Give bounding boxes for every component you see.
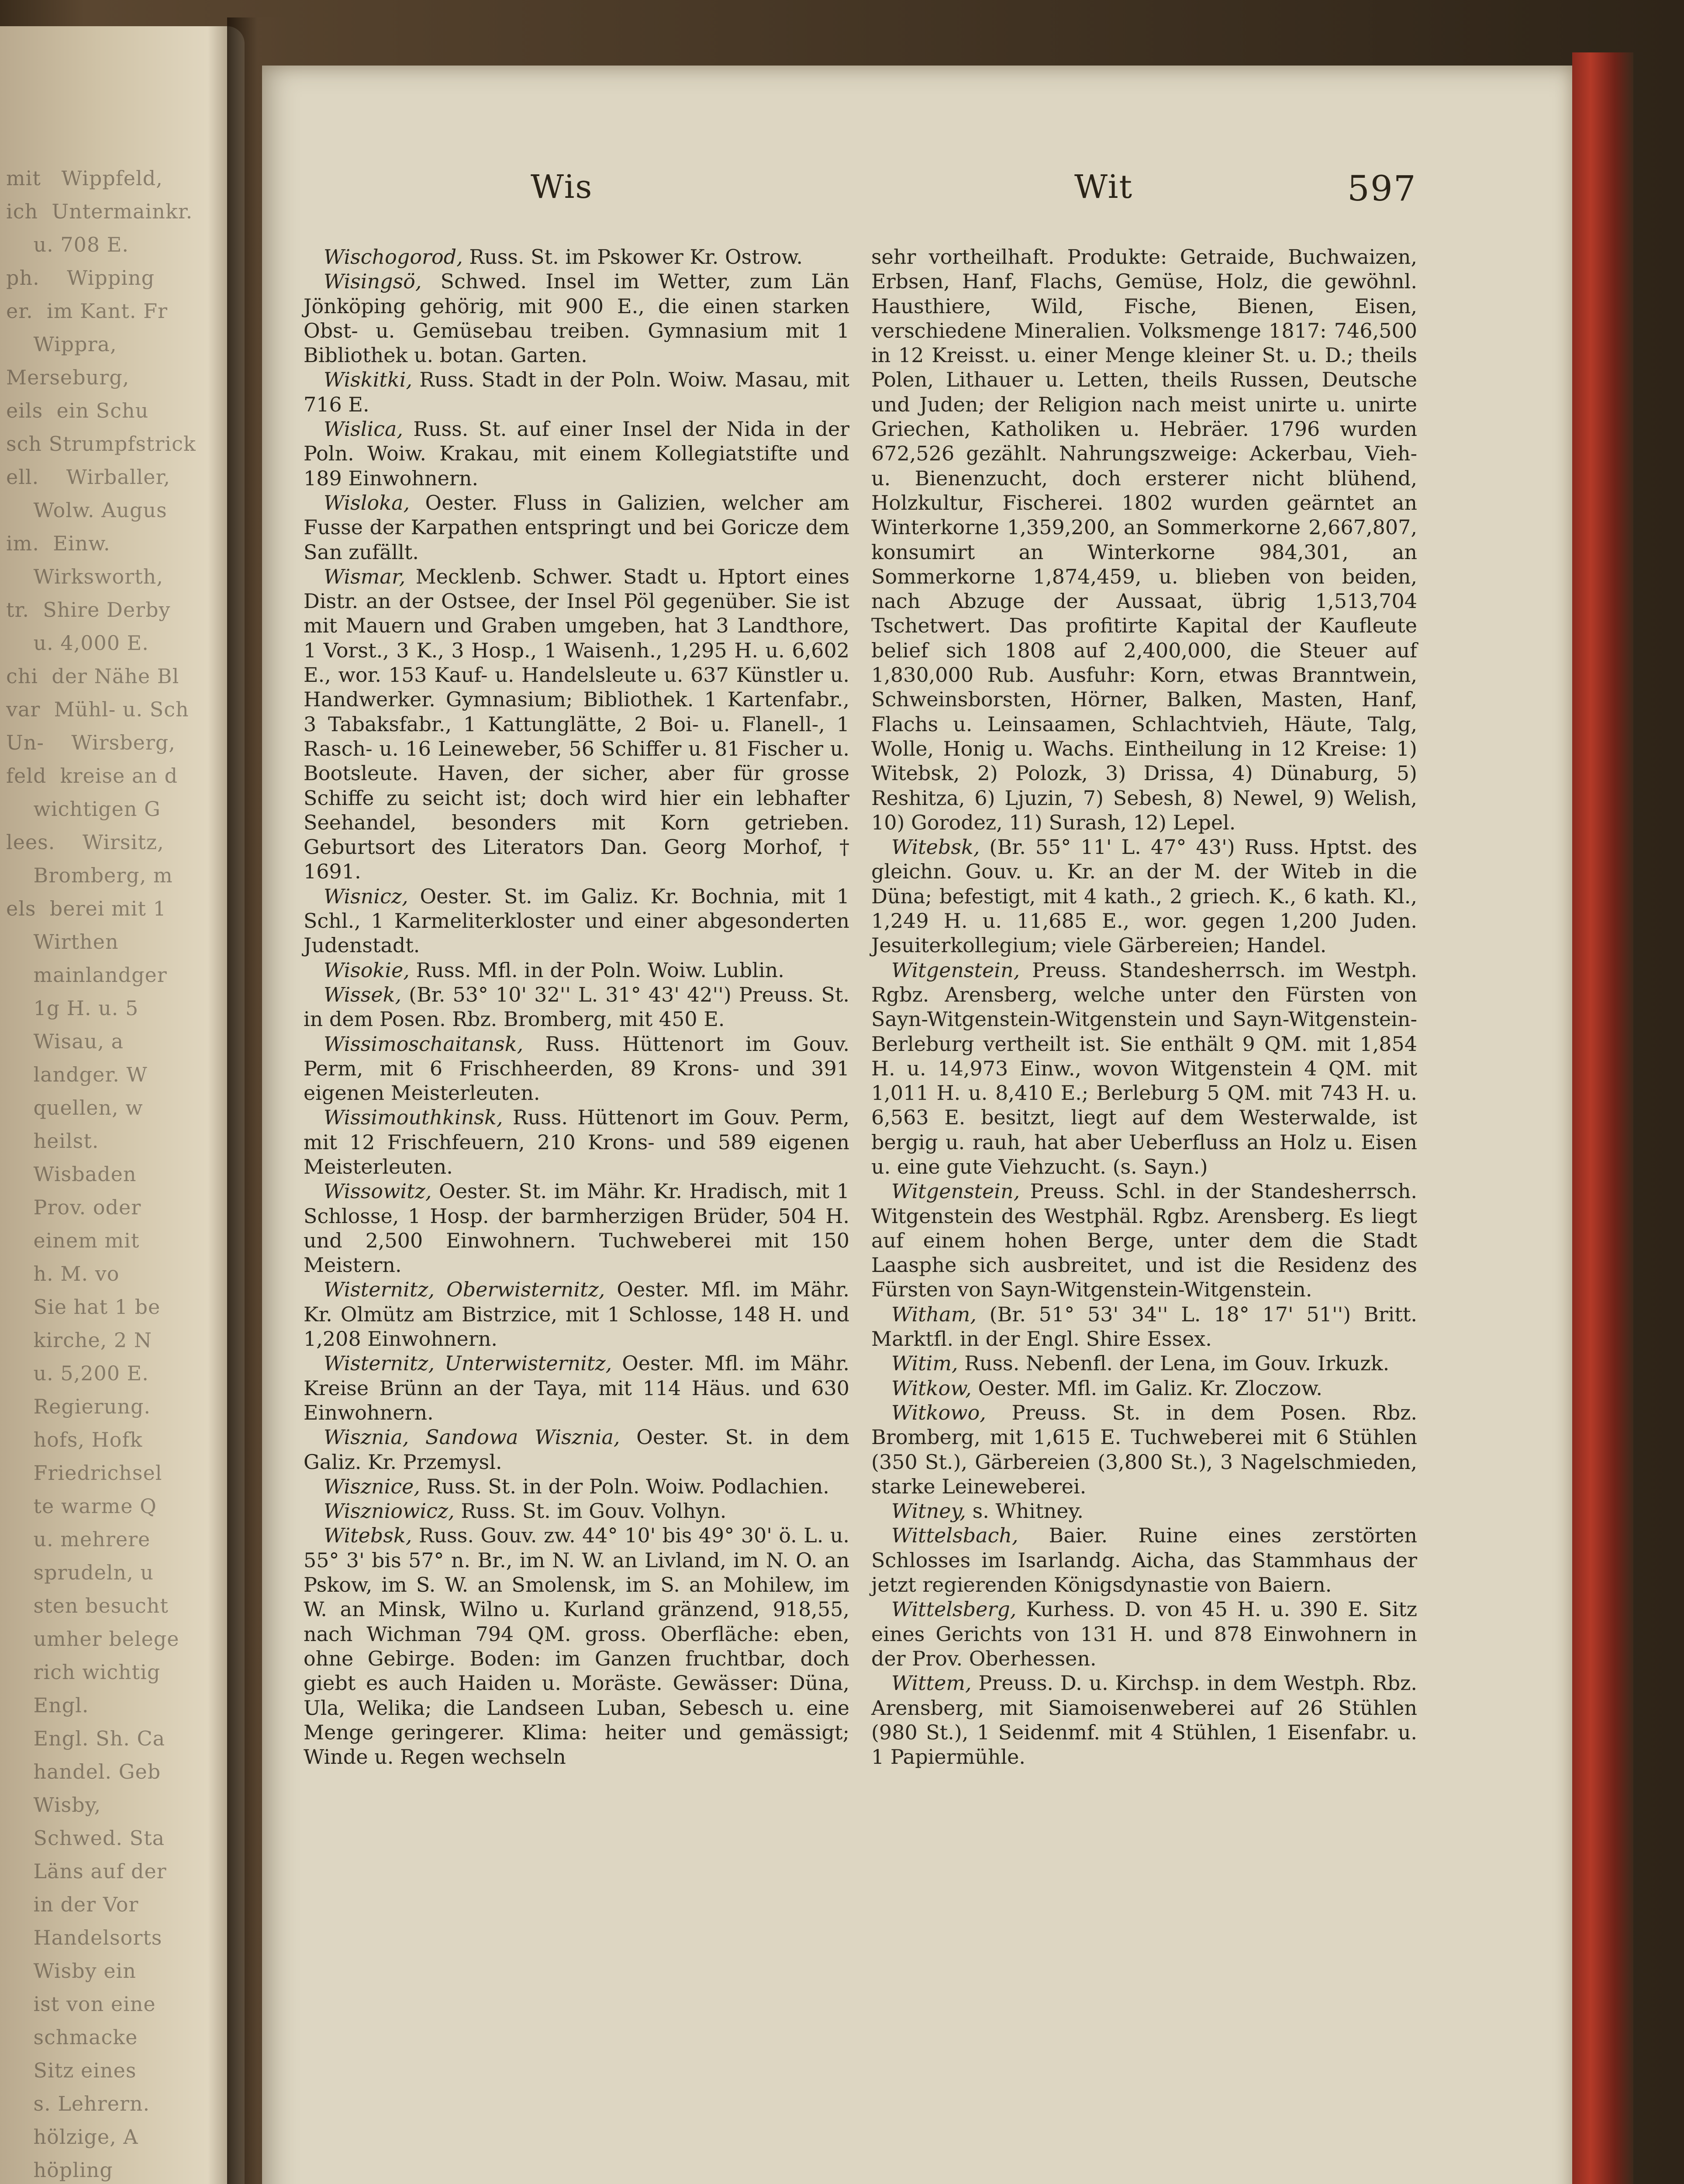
left-page-fragment: sprudeln, u — [6, 1561, 154, 1584]
dictionary-entry — [871, 835, 1417, 957]
left-page-fragment: ell. Wirballer, — [6, 465, 171, 489]
left-page-fragment: Sitz eines — [6, 2059, 137, 2082]
left-column — [304, 245, 849, 1769]
left-page-edge — [0, 26, 245, 2184]
entry-headword: Wisokie, — [304, 958, 410, 982]
dictionary-entry — [871, 1302, 1417, 1351]
entry-headword: Wissimouthkinsk, — [304, 1106, 503, 1130]
dictionary-entry — [871, 1597, 1417, 1671]
left-page-fragment: Regierung. — [6, 1395, 151, 1418]
left-page-fragment: ist von eine — [6, 1992, 156, 2016]
dictionary-entry — [304, 564, 849, 884]
dictionary-entry — [304, 982, 849, 1032]
left-page-fragment: u. 4,000 E. — [6, 631, 149, 655]
entry-text: Russ. Gouv. zw. 44° 10' bis 49° 30' ö. L. u. 55° 3' bis 57° n. Br., im N. W. an Livland, im N. O. an Pskow, im S. W. an Smolensk, im S. an Mohilew, im W. an Minsk, Wilno u. Kurland gränzend, 918,55, nach Wichman 794 QM. gross. Oberfläche: eben, ohne Gebirge. Boden: im Ganzen fruchtbar, doch giebt es auch Haiden u. Moräste. Gewässer: Düna, Ula, Welika; die Landseen Luban, Sebesch u. eine Menge geringerer. Klima: heiter und gemässigt; Winde u. Regen wechseln — [304, 1524, 849, 1769]
left-page-fragment: höpling — [6, 2158, 113, 2182]
running-head-left: Wis — [531, 168, 593, 206]
entry-headword: Wittelsberg, — [871, 1597, 1017, 1621]
left-page-fragment: landger. W — [6, 1063, 148, 1086]
entry-text: Russ. Stadt in der Poln. Woiw. Masau, mit 716 E. — [304, 368, 849, 416]
entry-text: Schwed. Insel im Wetter, zum Län Jönköping gehörig, mit 900 E., die einen starken Obst- u. Gemüsebau treiben. Gymnasium mit 1 Bibliothek u. botan. Garten. — [304, 270, 849, 367]
dictionary-entry — [304, 1499, 849, 1523]
left-page-fragment: Bromberg, m — [6, 864, 173, 887]
entry-headword: Witham, — [871, 1302, 977, 1326]
left-page-fragment: Prov. oder — [6, 1196, 141, 1219]
running-head-right: Wit — [1074, 168, 1133, 206]
entry-text: Russ. St. in der Poln. Woiw. Podlachien. — [420, 1474, 829, 1498]
left-page-fragment: mainlandger — [6, 963, 167, 987]
left-page-fragment: sch Strumpfstrick — [6, 432, 196, 456]
book-cover-edge — [1572, 52, 1633, 2184]
dictionary-entry — [304, 1351, 849, 1425]
left-page-fragment: Wisau, a — [6, 1030, 124, 1053]
left-page-fragment: chi der Nähe Bl — [6, 664, 179, 688]
left-page-fragment: heilst. — [6, 1129, 99, 1153]
left-page-fragment: Wisby, — [6, 1793, 101, 1817]
entry-headword: Wisternitz, Oberwisternitz, — [304, 1278, 605, 1302]
dictionary-entry — [871, 1523, 1417, 1597]
left-page-fragment: er. im Kant. Fr — [6, 299, 168, 323]
left-page-fragment: Wippra, — [6, 332, 117, 356]
entry-text: Oester. Fluss in Galizien, welcher am Fusse der Karpathen entspringt und bei Goricze dem San zufällt. — [304, 491, 849, 564]
left-page-fragment: Läns auf der — [6, 1859, 167, 1883]
left-page-fragment: wichtigen G — [6, 797, 161, 821]
entry-headword: Wisingsö, — [304, 270, 422, 294]
dictionary-entry — [871, 1400, 1417, 1499]
left-page-fragment: Merseburg, — [6, 366, 130, 389]
left-page-fragment: in der Vor — [6, 1893, 139, 1916]
left-page-fragment: te warme Q — [6, 1494, 157, 1518]
entry-headword: Witebsk, — [304, 1524, 412, 1548]
entry-text: Russ. Hüttenort im Gouv. Perm, mit 6 Frischheerden, 89 Krons- und 391 eigenen Meisterleuten. — [304, 1032, 849, 1105]
dictionary-entry — [304, 1523, 849, 1769]
entry-headword: Wisnicz, — [304, 884, 408, 908]
dictionary-entry — [871, 245, 1417, 835]
dictionary-entry — [304, 1032, 849, 1106]
entry-headword: Wiskitki, — [304, 368, 413, 392]
entry-headword: Witim, — [871, 1351, 958, 1375]
entry-headword: Witgenstein, — [871, 1179, 1020, 1203]
entry-text: (Br. 55° 11' L. 47° 43') Russ. Hptst. des gleichn. Gouv. u. Kr. an der M. der Witeb in die Düna; befestigt, mit 4 kath., 2 griech. K., 6 kath. Kl., 1,249 H. u. 11,685 E., wor. gegen 1,200 Juden. Jesuiterkollegium; viele Gärbereien; Handel. — [871, 835, 1417, 957]
entry-text: Preuss. Schl. in der Standesherrsch. Witgenstein des Westphäl. Rgbz. Arensberg. Es liegt auf einem hohen Berge, unter dem die Stadt Laasphe sich ausbreitet, und ist die Residenz des Fürsten von Sayn-Witgenstein-Witgenstein. — [871, 1179, 1417, 1302]
left-page-fragment: rich wichtig — [6, 1660, 161, 1684]
entry-text: sehr vortheilhaft. Produkte: Getraide, Buchwaizen, Erbsen, Hanf, Flachs, Gemüse, Holz, die gewöhnl. Hausthiere, Wild, Fische, Bienen, Eisen, verschiedene Mineralien. Volksmenge 1817: 746,500 in 12 Kreisst. u. einer Menge kleiner St. u. D.; theils Polen, Lithauer u. Letten, theils Russen, Deutsche und Juden; der Religion nach meist unirte u. unirte Griechen, Katholiken u. Hebräer. 1796 wurden 672,526 gezählt. Nahrungszweige: Ackerbau, Vieh- u. Bienenzucht, doch ersterer nicht blühend, Holzkultur, Fischerei. 1802 wurden geärntet an Winterkorne 1,359,200, an Sommerkorne 2,667,807, konsumirt an Winterkorne 984,301, an Sommerkorne 1,874,459, u. blieben von beiden, nach Abzuge der Aussaat, übrig 1,513,704 Tschetwert. Das profitirte Kapital der Kaufleute belief sich 1808 auf 2,400,000, die Steuer auf 1,830,000 Rub. Ausfuhr: Korn, etwas Branntwein, Schweinsborsten, Hörner, Balken, Masten, Hanf, Flachs u. Leinsaamen, Schlachtvieh, Häute, Talg, Wolle, Honig u. Wachs. Eintheilung in 12 Kreise: 1) Witebsk, 2) Polozk, 3) Drissa, 4) Dünaburg, 5) Reshitza, 6) Ljuzin, 7) Sebesh, 8) Newel, 9) Welish, 10) Gorodez, 11) Surash, 12) Lepel. — [871, 245, 1417, 834]
left-page-fragment: var Mühl- u. Sch — [6, 698, 189, 721]
entry-text: Preuss. St. in dem Posen. Rbz. Bromberg, mit 1,615 E. Tuchweberei mit 6 Stühlen (350 St.), Gärbereien (3,800 St.), 3 Nagelschmieden, starke Leineweberei. — [871, 1400, 1417, 1498]
dictionary-entry — [304, 1105, 849, 1179]
entry-text: (Br. 53° 10' 32'' L. 31° 43' 42'') Preuss. St. in dem Posen. Rbz. Bromberg, mit 450 E. — [304, 982, 849, 1031]
entry-headword: Wischogorod, — [304, 245, 463, 269]
left-page-fragment: Wirksworth, — [6, 565, 163, 588]
left-page-fragment: umher belege — [6, 1627, 179, 1651]
left-page-fragment: handel. Geb — [6, 1760, 161, 1783]
dictionary-entry — [871, 1671, 1417, 1769]
dictionary-entry — [304, 269, 849, 367]
entry-headword: Wisternitz, Unterwisternitz, — [304, 1351, 612, 1375]
left-page-fragment: Un- Wirsberg, — [6, 731, 176, 754]
entry-headword: Witkowo, — [871, 1400, 986, 1424]
dictionary-entry — [871, 1376, 1417, 1400]
left-page-fragment: hölzige, A — [6, 2125, 138, 2149]
entry-headword: Wittelsbach, — [871, 1524, 1018, 1548]
entry-headword: Wislica, — [304, 417, 404, 441]
dictionary-entry — [871, 1499, 1417, 1523]
left-page-fragment: Sie hat 1 be — [6, 1295, 161, 1319]
left-page-fragment: feld kreise an d — [6, 764, 178, 788]
left-page-fragment: hofs, Hofk — [6, 1428, 143, 1451]
entry-text: Russ. St. im Gouv. Volhyn. — [454, 1499, 727, 1523]
dictionary-entry — [871, 1351, 1417, 1375]
entry-headword: Wittem, — [871, 1671, 972, 1695]
left-page-fragment: Handelsorts — [6, 1926, 162, 1949]
dictionary-entry — [304, 367, 849, 417]
entry-headword: Witkow, — [871, 1376, 972, 1400]
left-page-fragment: sten besucht — [6, 1594, 169, 1617]
entry-text: Russ. Nebenfl. der Lena, im Gouv. Irkuzk. — [958, 1351, 1390, 1375]
entry-text: Mecklenb. Schwer. Stadt u. Hptort eines Distr. an der Ostsee, der Insel Pöl gegenüber. Sie ist mit Mauern und Graben umgeben, hat 3 Landthore, 1 Vorst., 3 K., 3 Hosp., 1 Waisenh., 1,295 H. u. 6,602 E., wor. 153 Kauf- u. Handelsleute u. 637 Künstler u. Handwerker. Gymnasium; Bibliothek. 1 Kartenfabr., 3 Tabaksfabr., 1 Kattunglätte, 2 Boi- u. Flanell-, 1 Rasch- u. 16 Leineweber, 56 Schiffer u. 81 Fischer u. Bootsleute. Haven, der sicher, aber für grosse Schiffe zu seicht ist; doch wird hier ein lebhafter Seehandel, besonders mit Korn getrieben. Geburtsort des Literators Dan. Georg Morhof, † 1691. — [304, 564, 849, 884]
left-page-fragment: ich Untermainkr. — [6, 200, 193, 223]
entry-text: Russ. Hüttenort im Gouv. Perm, mit 12 Frischfeuern, 210 Krons- und 589 eigenen Meisterleuten. — [304, 1106, 849, 1178]
entry-text: Oester. St. in dem Galiz. Kr. Przemysl. — [304, 1425, 849, 1474]
entry-headword: Witebsk, — [871, 835, 980, 859]
left-page-fragment: 1g H. u. 5 — [6, 996, 139, 1020]
entry-headword: Witney, — [871, 1499, 966, 1523]
left-page-fragment: quellen, w — [6, 1096, 143, 1120]
left-page-fragment: mit Wippfeld, — [6, 166, 163, 190]
dictionary-entry — [304, 1179, 849, 1277]
entry-headword: Wissek, — [304, 982, 402, 1006]
entry-headword: Wiszniowicz, — [304, 1499, 455, 1523]
entry-headword: Wisznice, — [304, 1474, 420, 1498]
left-page-fragment: u. 708 E. — [6, 233, 129, 256]
dictionary-entry — [871, 958, 1417, 1179]
dictionary-entry — [304, 1425, 849, 1474]
entry-headword: Wissowitz, — [304, 1179, 432, 1203]
left-page-fragment: lees. Wirsitz, — [6, 830, 164, 854]
page-number: 597 — [1347, 168, 1417, 209]
entry-headword: Wissimoschaitansk, — [304, 1032, 524, 1056]
entry-headword: Wisznia, Sandowa Wisznia, — [304, 1425, 620, 1449]
entry-text: Preuss. D. u. Kirchsp. in dem Westph. Rbz. Arensberg, mit Siamoisenweberei auf 26 Stühlen (980 St.), 1 Seidenmf. mit 4 Stühlen, 1 Eisenfabr. u. 1 Papiermühle. — [871, 1671, 1417, 1769]
dictionary-entry — [304, 417, 849, 491]
left-page-fragment: einem mit — [6, 1229, 140, 1252]
entry-text: Russ. St. im Pskower Kr. Ostrow. — [462, 245, 803, 269]
dictionary-entry — [304, 884, 849, 958]
left-page-fragment: Wirthen — [6, 930, 119, 954]
left-page-fragment: Wisbaden — [6, 1162, 137, 1186]
left-page-fragment: s. Lehrern. — [6, 2092, 150, 2115]
entry-text: Russ. Mfl. in der Poln. Woiw. Lublin. — [409, 958, 784, 982]
entry-text: s. Whitney. — [966, 1499, 1084, 1523]
left-page-fragment: tr. Shire Derby — [6, 598, 171, 622]
dictionary-entry — [304, 958, 849, 982]
entry-text: (Br. 51° 53' 34'' L. 18° 17' 51'') Britt. Marktfl. in der Engl. Shire Essex. — [871, 1302, 1417, 1351]
entry-headword: Witgenstein, — [871, 958, 1020, 982]
dictionary-entry — [304, 1277, 849, 1351]
left-page-fragment: Engl. — [6, 1693, 89, 1717]
left-page-fragment: Wisby ein — [6, 1959, 136, 1983]
left-page-fragment: Schwed. Sta — [6, 1826, 165, 1850]
left-page-fragment: Wolw. Augus — [6, 498, 167, 522]
entry-headword: Wismar, — [304, 564, 406, 588]
left-page-fragment: Friedrichsel — [6, 1461, 162, 1485]
left-page-fragment: ph. Wipping — [6, 266, 155, 290]
left-page-fragment: u. 5,200 E. — [6, 1362, 149, 1385]
left-page-fragment: u. mehrere — [6, 1527, 151, 1551]
left-page-fragment: els berei mit 1 — [6, 897, 166, 920]
left-page-fragment: im. Einw. — [6, 532, 110, 555]
dictionary-entry — [304, 245, 849, 269]
dictionary-entry — [871, 1179, 1417, 1302]
left-page-fragment: h. M. vo — [6, 1262, 120, 1286]
entry-text: Oester. St. im Mähr. Kr. Hradisch, mit 1 Schlosse, 1 Hosp. der barmherzigen Brüder, 504 H. und 2,500 Einwohnern. Tuchweberei mit 150 Meistern. — [304, 1179, 849, 1277]
entry-headword: Wisloka, — [304, 491, 410, 515]
entry-text: Baier. Ruine eines zerstörten Schlosses im Isarlandg. Aicha, das Stammhaus der jetzt regierenden Königsdynastie von Baiern. — [871, 1524, 1417, 1597]
dictionary-entry — [304, 1474, 849, 1499]
left-page-fragment: eils ein Schu — [6, 399, 149, 422]
entry-text: Preuss. Standesherrsch. im Westph. Rgbz. Arensberg, welche unter den Fürsten von Sayn-Witgenstein-Witgenstein und Sayn-Witgenstein-Berleburg vertheilt ist. Sie enthält 9 QM. mit 1,854 H. u. 14,973 Einw., wovon Witgenstein 4 QM. mit 1,011 H. u. 8,410 E.; Berleburg 5 QM. mit 743 H. u. 6,563 E. besitzt, liegt auf dem Westerwalde, ist bergig u. rauh, hat aber Ueberfluss an Holz u. Eisen u. eine gute Viehzucht. (s. Sayn.) — [871, 958, 1417, 1178]
entry-text: Oester. Mfl. im Mähr. Kr. Olmütz am Bistrzice, mit 1 Schlosse, 148 H. und 1,208 Einwohnern. — [304, 1278, 849, 1351]
entry-text: Oester. Mfl. im Galiz. Kr. Zloczow. — [971, 1376, 1323, 1400]
entry-text: Oester. St. im Galiz. Kr. Bochnia, mit 1 Schl., 1 Karmeliterkloster und einer abgesonderten Judenstadt. — [304, 884, 849, 957]
right-column — [871, 245, 1417, 1769]
entry-text: Kurhess. D. von 45 H. u. 390 E. Sitz eines Gerichts von 131 H. und 878 Einwohnern in der Prov. Oberhessen. — [871, 1597, 1417, 1670]
dictionary-entry — [304, 491, 849, 564]
entry-text: Oester. Mfl. im Mähr. Kreise Brünn an der Taya, mit 114 Häus. und 630 Einwohnern. — [304, 1351, 849, 1424]
left-page-fragment: schmacke — [6, 2025, 138, 2049]
left-page-fragment: Engl. Sh. Ca — [6, 1727, 166, 1750]
entry-text: Russ. St. auf einer Insel der Nida in der Poln. Woiw. Krakau, mit einem Kollegiatstifte und 189 Einwohnern. — [304, 417, 849, 490]
left-page-fragment: kirche, 2 N — [6, 1328, 152, 1352]
